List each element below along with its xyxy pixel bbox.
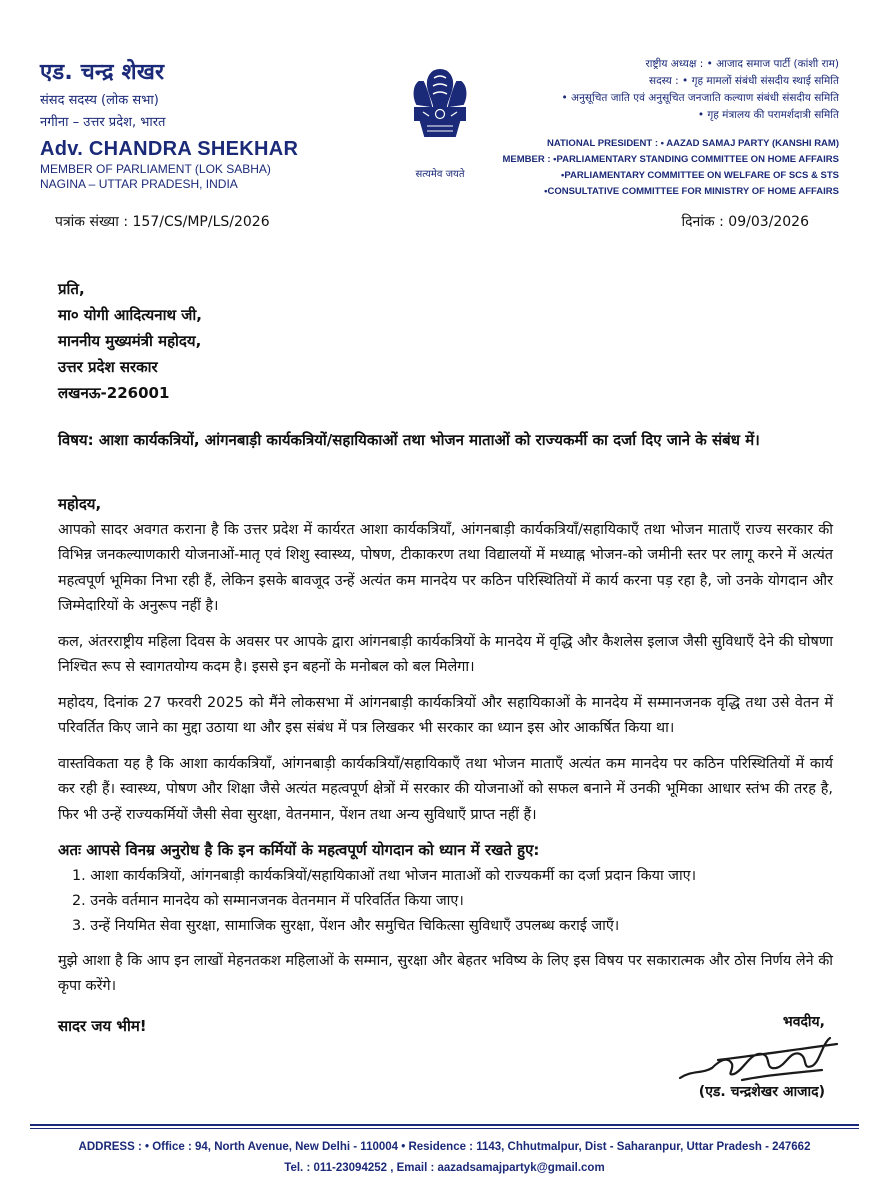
reference-line (55, 212, 809, 231)
list-item: 2. उनके वर्तमान मानदेय को सम्मानजनक वेतनमान में परिवर्तित किया जाए। (72, 892, 464, 909)
list-item: 1. आशा कार्यकत्रियों, आंगनबाड़ी कार्यकत्रियों/सहायिकाओं तथा भोजन माताओं को राज्यकर्मी का दर्जा प्रदान किया जाए। (72, 867, 697, 884)
letterhead-left (40, 56, 360, 191)
letter-date: दिनांक : 09/03/2026 (681, 214, 809, 230)
request-heading: अतः आपसे विनम्र अनुरोध है कि इन कर्मियों के महत्वपूर्ण योगदान को ध्यान में रखते हुए: (58, 841, 540, 859)
addressee-line: मा० योगी आदित्यनाथ जी, (58, 306, 202, 324)
addressee-block (58, 276, 202, 406)
closing-line: सादर जय भीम! (58, 1016, 147, 1035)
letter-body (58, 492, 833, 1039)
addressee-line: प्रति, (58, 280, 85, 298)
sender-place-english: NAGINA – UTTAR PRADESH, INDIA (40, 177, 238, 191)
salutation: महोदय, (58, 495, 102, 513)
addressee-line: उत्तर प्रदेश सरकार (58, 358, 158, 376)
position-english-3: •PARLIAMENTARY COMMITTEE ON WELFARE OF SCS & STS (561, 170, 839, 181)
footer-divider (30, 1124, 859, 1126)
conclusion-paragraph: मुझे आशा है कि आप इन लाखों मेहनतकश महिलाओं के सम्मान, सुरक्षा और बेहतर भविष्य के लिए इस विषय पर सकारात्मक और ठोस निर्णय लेने की कृपा करेंगे। (58, 952, 833, 994)
position-hindi-3: • अनुसूचित जाति एवं अनुसूचित जनजाति कल्याण संबंधी संसदीय समिति (561, 92, 839, 104)
subject-line: विषय: आशा कार्यकत्रियों, आंगनबाड़ी कार्यकत्रियों/सहायिकाओं तथा भोजन माताओं को राज्यकर्मी का दर्जा दिए जाने के संबंध में। (58, 431, 760, 449)
letterhead-right (459, 56, 839, 200)
footer (30, 1137, 859, 1179)
position-english-4: •CONSULTATIVE COMMITTEE FOR MINISTRY OF HOME AFFAIRS (544, 186, 839, 197)
signoff-label: भवदीय, (782, 1014, 825, 1030)
position-hindi-4: • गृह मंत्रालय की परामर्शदात्री समिति (697, 109, 839, 121)
sender-name-hindi: एड. चन्द्र शेखर (40, 60, 165, 85)
emblem-motto: सत्यमेव जयते (415, 169, 465, 180)
addressee-line: माननीय मुख्यमंत्री महोदय, (58, 332, 202, 350)
sender-name-english: Adv. CHANDRA SHEKHAR (40, 138, 299, 160)
position-hindi-1: राष्ट्रीय अध्यक्ष : • आजाद समाज पार्टी (कांशी राम) (645, 58, 839, 70)
body-paragraph: महोदय, दिनांक 27 फरवरी 2025 को मैंने लोकसभा में आंगनबाड़ी कार्यकत्रियों और सहायिकाओं के मानदेय में सम्मानजनक वृद्धि तथा उसे वेतन में परिवर्तित किए जाने का मुद्दा उठाया था और इस संबंध में पत्र लिखकर भी सरकार का ध्यान इस ओर आकर्षित किया था। (58, 694, 833, 736)
footer-divider (30, 1128, 859, 1129)
sender-title-english: MEMBER OF PARLIAMENT (LOK SABHA) (40, 162, 271, 176)
position-english-1: NATIONAL PRESIDENT : • AAZAD SAMAJ PARTY (KANSHI RAM) (546, 138, 839, 149)
footer-contact: Tel. : 011-23094252 , Email : aazadsamajpartyk@gmail.com (284, 1162, 605, 1174)
position-hindi-2: सदस्य : • गृह मामलों संबंधी संसदीय स्थाई समिति (649, 75, 839, 87)
body-paragraph: कल, अंतरराष्ट्रीय महिला दिवस के अवसर पर आपके द्वारा आंगनबाड़ी कार्यकत्रियों के मानदेय में वृद्धि और कैशलेस इलाज जैसी सुविधाएँ देने की घोषणा निश्चित रूप से स्वागतयोग्य कदम है। इससे इन बहनों के मनोबल को बल मिलेगा। (58, 633, 833, 675)
signature-icon (672, 1030, 842, 1090)
sender-title-hindi: संसद सदस्य (लोक सभा) (40, 93, 159, 108)
position-english-2: MEMBER : •PARLIAMENTARY STANDING COMMITTEE ON HOME AFFAIRS (502, 154, 839, 165)
body-paragraph: वास्तविकता यह है कि आशा कार्यकत्रियाँ, आंगनबाड़ी कार्यकत्रियाँ/सहायिकाएँ तथा भोजन माताएँ अत्यंत कम मानदेय पर कठिन परिस्थितियों में कार्य कर रही हैं। स्वास्थ्य, पोषण और शिक्षा जैसे अत्यंत महत्वपूर्ण क्षेत्रों में सरकार की योजनाओं को सफल बनाने में उनकी भूमिका आधार स्तंभ की तरह है, फिर भी उन्हें राज्यकर्मियों जैसी सेवा सुरक्षा, वेतनमान, पेंशन तथा अन्य सुविधाएँ प्राप्त नहीं हैं। (58, 755, 833, 823)
request-list (58, 864, 833, 939)
signer-name: (एड. चन्द्रशेखर आजाद) (698, 1084, 825, 1100)
sender-place-hindi: नगीना – उत्तर प्रदेश, भारत (40, 115, 166, 130)
addressee-line: लखनऊ-226001 (58, 384, 170, 402)
footer-address: ADDRESS : • Office : 94, North Avenue, New Delhi - 110004 • Residence : 1143, Chhutmalpur, Dist - Saharanpur, Uttar Pradesh - 247662 (78, 1141, 811, 1153)
reference-number: पत्रांक संख्या : 157/CS/MP/LS/2026 (55, 214, 270, 230)
list-item: 3. उन्हें नियमित सेवा सुरक्षा, सामाजिक सुरक्षा, पेंशन और समुचित चिकित्सा सुविधाएँ उपलब्ध कराई जाएँ। (72, 917, 620, 934)
body-paragraph: आपको सादर अवगत कराना है कि उत्तर प्रदेश में कार्यरत आशा कार्यकत्रियाँ, आंगनबाड़ी कार्यकत्रियाँ/सहायिकाएँ तथा भोजन माताएँ राज्य सरकार की विभिन्न जनकल्याणकारी योजनाओं-मातृ एवं शिशु स्वास्थ्य, पोषण, टीकाकरण तथा विद्यालयों में मध्याह्न भोजन-को जमीनी स्तर पर लागू करने में अत्यंत महत्वपूर्ण भूमिका निभा रही हैं, लेकिन इसके बावजूद उन्हें अत्यंत कम मानदेय पर कठिन परिस्थितियों में कार्य करना पड़ रहा है, जो उनके योगदान और जिम्मेदारियों के अनुरूप नहीं है। (58, 521, 833, 614)
